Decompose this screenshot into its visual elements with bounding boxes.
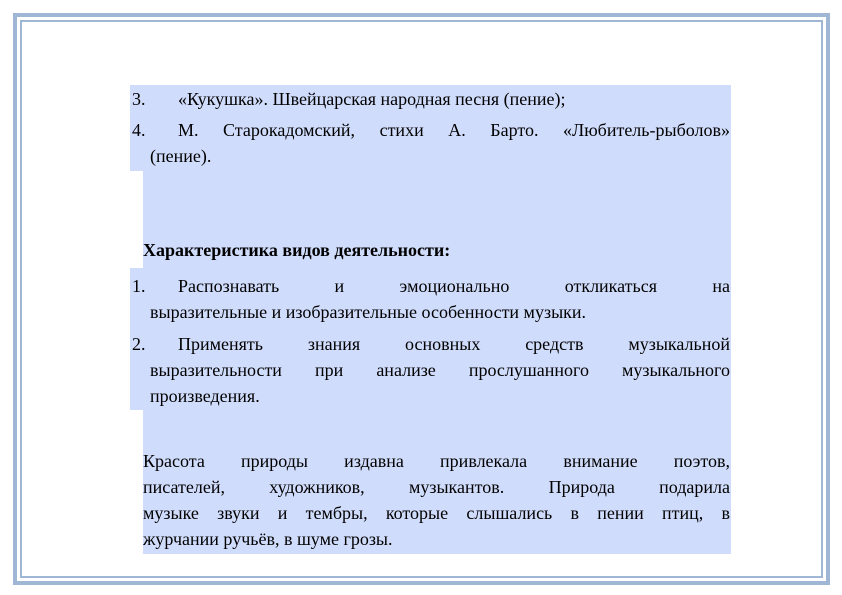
list-item-text: «Кукушка». Швейцарская народная песня (пение); — [178, 89, 566, 109]
list-item-text: (пение). — [150, 146, 212, 166]
list-item-number: 4. — [132, 120, 146, 140]
paragraph-line: музыке звуки и тембры, которые слышались в пении птиц, в — [143, 503, 730, 523]
list-item-text: выразительные и изобразительные особенности музыки. — [150, 302, 587, 322]
list-item-number: 2. — [132, 334, 146, 354]
highlight-gap — [143, 410, 731, 444]
list-item-text: М. Старокадомский, стихи А. Барто. «Любитель-рыболов» — [178, 120, 730, 140]
list-item-text: Распознавать и эмоционально откликаться на — [178, 276, 730, 296]
paragraph-line: Красота природы издавна привлекала внимание поэтов, — [143, 451, 730, 471]
paragraph-line: писателей, художников, музыкантов. Природа подарила — [143, 477, 730, 497]
list-item-text: выразительности при анализе прослушанного музыкального — [150, 360, 730, 380]
list-item-text: произведения. — [150, 386, 260, 406]
section-heading: Характеристика видов деятельности: — [143, 240, 451, 260]
paragraph-line: журчании ручьёв, в шуме грозы. — [143, 529, 393, 549]
list-item-number: 3. — [132, 89, 146, 109]
list-item-text: Применять знания основных средств музыкальной — [178, 334, 730, 354]
list-item-number: 1. — [132, 276, 146, 296]
